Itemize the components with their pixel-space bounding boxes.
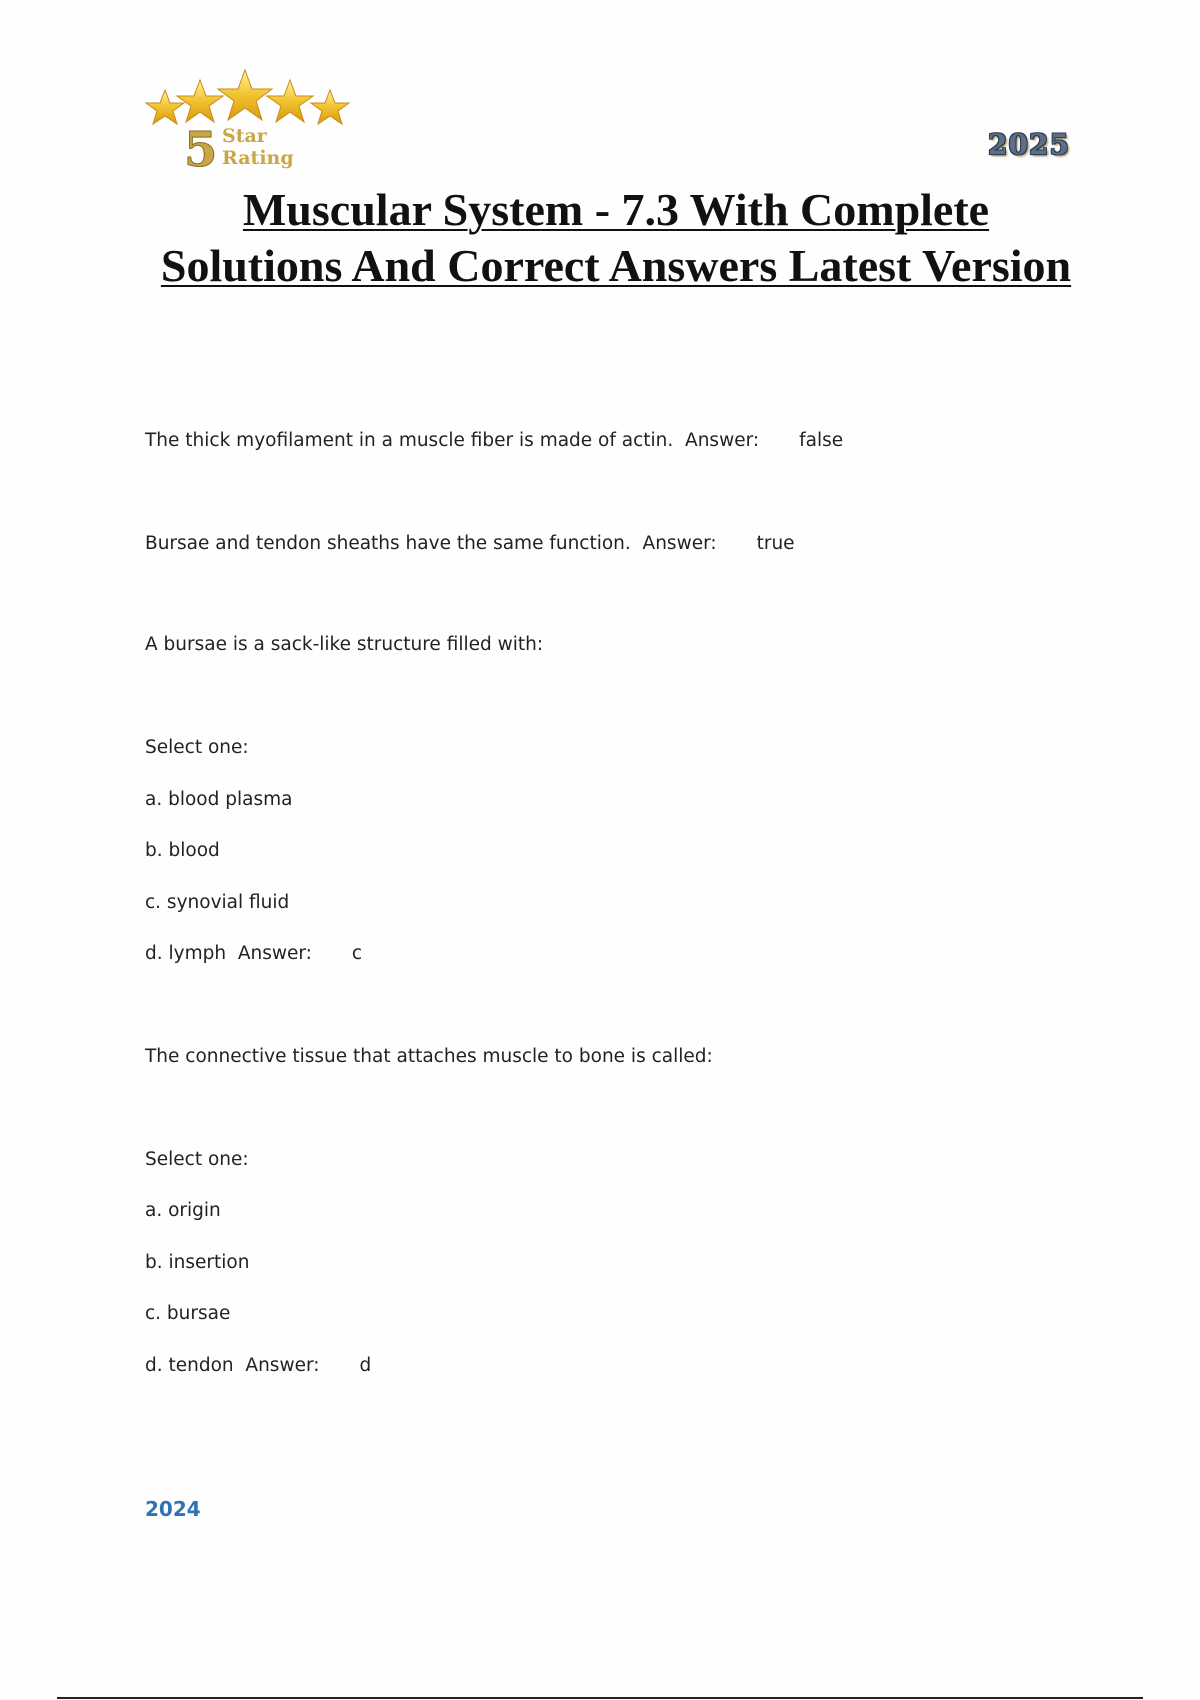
answer-value: c (351, 943, 363, 964)
year-badge: 2025 (988, 128, 1070, 161)
answer-value: true (756, 533, 795, 554)
answer-label: Answer: (237, 943, 312, 964)
question-1 (145, 429, 843, 453)
star-icon (177, 80, 223, 122)
star-icon (267, 80, 313, 122)
question-text: Bursae and tendon sheaths have the same function. (145, 533, 631, 554)
question-text: The thick myofilament in a muscle fiber is made of actin. (145, 430, 674, 451)
question-3-text: A bursae is a sack-like structure filled with: (145, 634, 544, 655)
svg-text:Rating: Rating (222, 147, 294, 169)
option-item: d. lymph (145, 943, 227, 964)
five-star-rating-logo (140, 66, 362, 176)
star-icon (311, 90, 349, 124)
option-item-last (145, 942, 362, 966)
option-item: a. origin (145, 1200, 221, 1221)
option-item: d. tendon (145, 1355, 234, 1376)
select-one-label: Select one: (145, 737, 249, 758)
svg-text:5: 5 (184, 122, 218, 176)
svg-text:Star: Star (222, 125, 267, 147)
option-item: b. blood (145, 840, 220, 861)
bottom-divider (57, 1697, 1143, 1699)
option-item: b. insertion (145, 1252, 250, 1273)
question-2 (145, 532, 795, 556)
answer-value: d (359, 1355, 372, 1376)
select-one-label: Select one: (145, 1149, 249, 1170)
star-icon (146, 90, 184, 124)
option-item: c. synovial fluid (145, 892, 290, 913)
answer-label: Answer: (245, 1355, 320, 1376)
footer-year: 2024 (145, 1497, 201, 1521)
answer-label: Answer: (642, 533, 717, 554)
star-icon (218, 70, 272, 120)
answer-value: false (799, 430, 844, 451)
page-title: Muscular System - 7.3 With Complete Solutions And Correct Answers Latest Version (160, 184, 1072, 291)
question-4-text: The connective tissue that attaches muscle to bone is called: (145, 1046, 713, 1067)
option-item-last (145, 1354, 371, 1378)
answer-label: Answer: (685, 430, 760, 451)
option-item: a. blood plasma (145, 789, 293, 810)
option-item: c. bursae (145, 1303, 231, 1324)
